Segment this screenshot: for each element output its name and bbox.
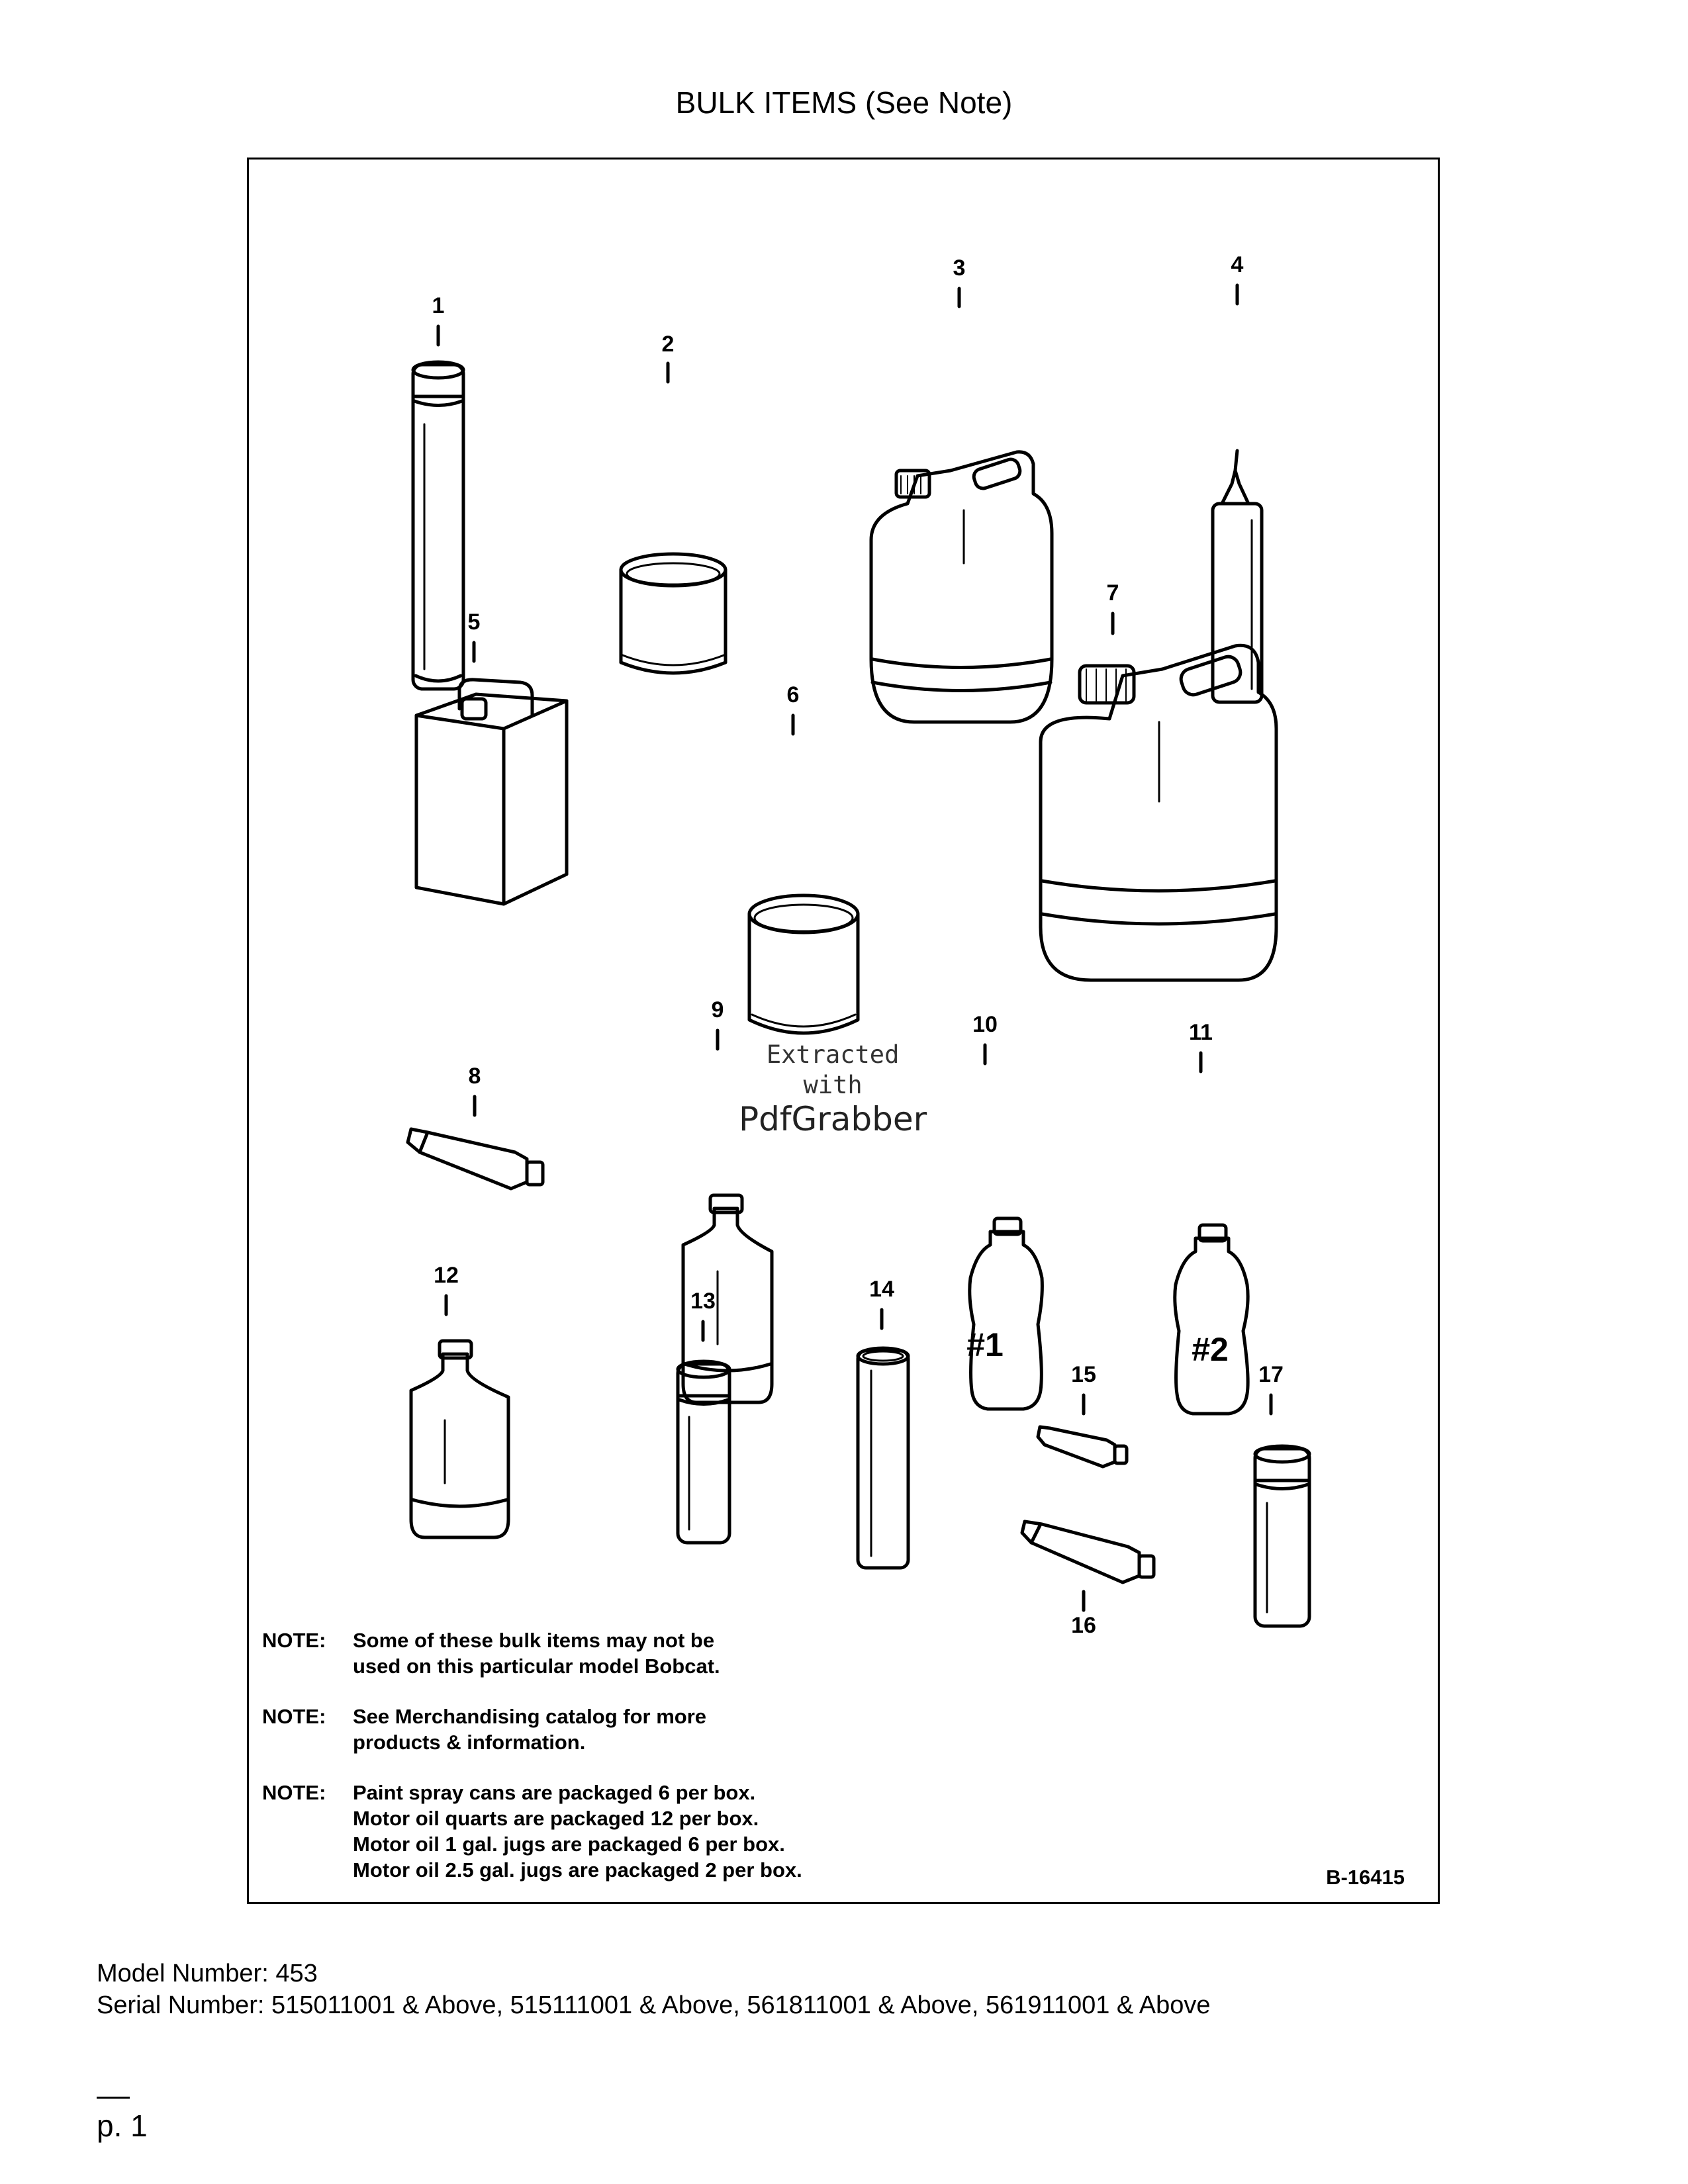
watermark xyxy=(739,1040,927,1138)
note-1 xyxy=(262,1627,802,1679)
item-15-tube xyxy=(1038,1427,1127,1467)
note-text: Motor oil quarts are packaged 12 per box. xyxy=(353,1807,759,1830)
note-text: Motor oil 1 gal. jugs are packaged 6 per box. xyxy=(353,1833,785,1856)
note-text: products & information. xyxy=(353,1731,586,1754)
item-11-plastic-bottle xyxy=(1175,1225,1248,1414)
callout-3: 3 xyxy=(953,255,966,281)
page-divider xyxy=(97,2097,130,2099)
callout-8: 8 xyxy=(468,1064,481,1089)
item-12-oil-bottle xyxy=(411,1341,508,1537)
callout-2: 2 xyxy=(661,332,675,357)
callout-5: 5 xyxy=(467,610,481,635)
note-label: NOTE: xyxy=(262,1705,326,1728)
callout-7: 7 xyxy=(1106,580,1119,606)
callout-17: 17 xyxy=(1258,1362,1284,1387)
leader-lines xyxy=(438,285,1271,1610)
item-10-plastic-bottle xyxy=(970,1218,1043,1409)
note-2 xyxy=(262,1704,802,1755)
callout-10: 10 xyxy=(972,1012,998,1037)
note-text: used on this particular model Bobcat. xyxy=(353,1655,720,1678)
item-8-tube xyxy=(408,1129,543,1189)
page-number: p. 1 xyxy=(97,2109,148,2143)
item-17-spray-can xyxy=(1255,1446,1309,1626)
item-7-large-jug xyxy=(1041,645,1276,980)
callout-13: 13 xyxy=(690,1289,716,1314)
bottle-label-1: #1 xyxy=(966,1326,1004,1363)
item-14-grease-cartridge xyxy=(858,1348,908,1568)
callout-16: 16 xyxy=(1071,1613,1096,1638)
model-number: Model Number: 453 xyxy=(97,1960,318,1987)
note-label: NOTE: xyxy=(262,1781,326,1804)
item-16-tube xyxy=(1022,1522,1154,1582)
note-3 xyxy=(262,1780,802,1883)
bottle-label-2: #2 xyxy=(1192,1331,1229,1368)
callout-15: 15 xyxy=(1071,1362,1096,1387)
watermark-line-1: Extracted xyxy=(766,1040,900,1069)
callout-14: 14 xyxy=(869,1277,894,1302)
callout-11: 11 xyxy=(1189,1020,1213,1045)
serial-number: Serial Number: 515011001 & Above, 515111001 & Above, 561811001 & Above, 561911001 & Above xyxy=(97,1991,1211,2019)
document-metadata xyxy=(97,1958,1210,2021)
item-6-container xyxy=(749,895,858,1033)
note-label: NOTE: xyxy=(262,1629,326,1652)
item-2-container xyxy=(621,554,726,673)
callout-12: 12 xyxy=(434,1263,459,1288)
figure-id: B-16415 xyxy=(1326,1866,1405,1889)
notes-block xyxy=(262,1627,802,1907)
note-text: Motor oil 2.5 gal. jugs are packaged 2 per box. xyxy=(353,1858,802,1882)
item-1-spray-can xyxy=(413,362,463,689)
note-text: Paint spray cans are packaged 6 per box. xyxy=(353,1781,756,1804)
callout-9: 9 xyxy=(711,997,724,1023)
page-title: BULK ITEMS (See Note) xyxy=(675,85,1013,120)
callout-6: 6 xyxy=(786,682,800,707)
watermark-line-2: with xyxy=(803,1071,863,1099)
callout-4: 4 xyxy=(1231,252,1244,277)
callout-1: 1 xyxy=(432,293,445,318)
note-text: Some of these bulk items may not be xyxy=(353,1629,715,1652)
item-3-jug xyxy=(871,452,1052,722)
note-text: See Merchandising catalog for more xyxy=(353,1705,707,1728)
watermark-brand: PdfGrabber xyxy=(739,1100,927,1138)
item-5-gas-can xyxy=(416,680,567,904)
item-13-spray-can xyxy=(678,1361,729,1543)
parts-illustration xyxy=(247,158,1440,1904)
